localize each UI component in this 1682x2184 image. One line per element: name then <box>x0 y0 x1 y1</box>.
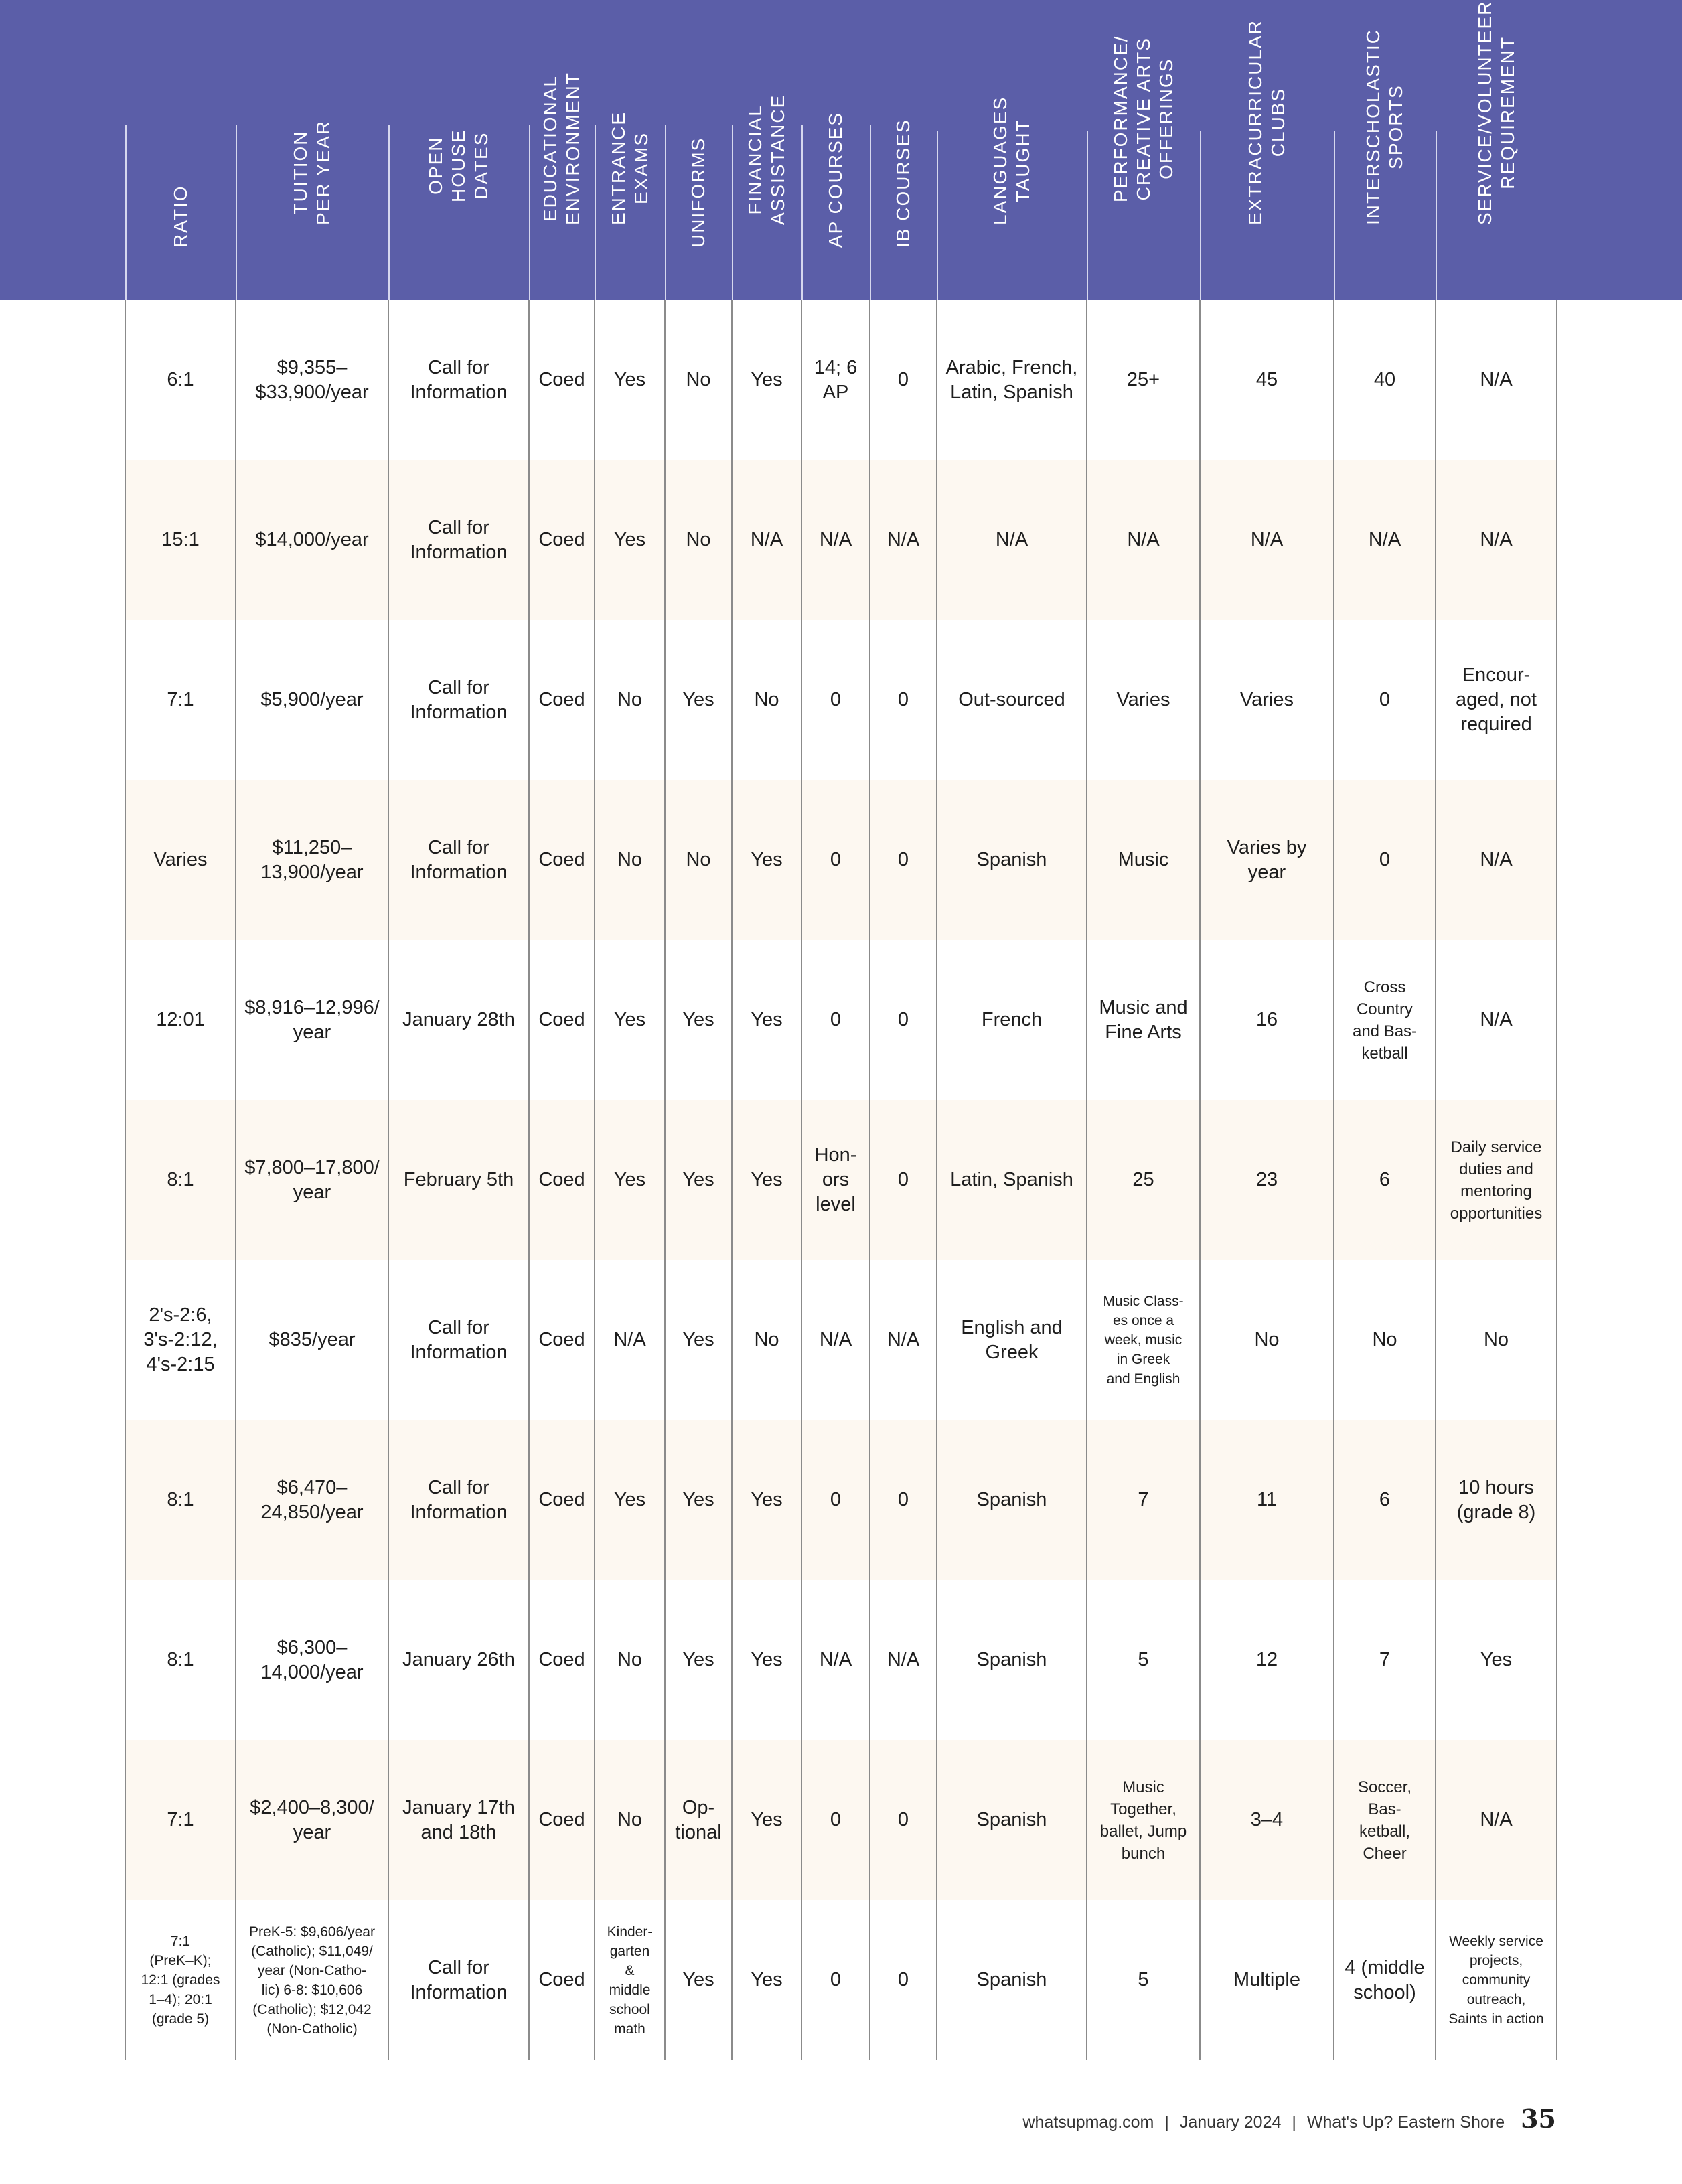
cell-uniforms: No <box>665 460 732 620</box>
cell-sports: 4 (middle school) <box>1334 1900 1436 2060</box>
cell-open_house: Call for Information <box>388 1420 529 1580</box>
cell-sports: Cross Country and Bas- ketball <box>1334 940 1436 1100</box>
footer-separator: | <box>1164 2113 1169 2132</box>
column-divider <box>529 125 530 300</box>
cell-open_house: Call for Information <box>388 300 529 460</box>
cell-service: N/A <box>1436 300 1557 460</box>
cell-open_house: January 26th <box>388 1580 529 1740</box>
header-label-line: EXAMS <box>630 131 652 205</box>
table-row <box>125 1580 1557 1740</box>
header-label-line: ENTRANCE <box>607 110 629 225</box>
cell-service: Daily service duties and mentoring opportunities <box>1436 1100 1557 1260</box>
column-divider <box>870 125 871 300</box>
header-label-line: RATIO <box>169 185 191 248</box>
footer-publication: What's Up? Eastern Shore <box>1306 2113 1505 2132</box>
cell-service: Weekly service projects, community outreach, Saints in action <box>1436 1900 1557 2060</box>
header-label-line: FINANCIAL <box>745 104 765 215</box>
cell-clubs: 23 <box>1200 1100 1334 1260</box>
cell-uniforms: Yes <box>665 1420 732 1580</box>
header-label-line: SERVICE/VOLUNTEER <box>1474 0 1495 225</box>
column-header-aid <box>732 0 801 300</box>
cell-clubs: 45 <box>1200 300 1334 460</box>
table-body <box>125 300 1557 2060</box>
cell-env: Coed <box>529 620 595 780</box>
cell-ratio: 2's-2:6, 3's-2:12, 4's-2:15 <box>125 1260 236 1420</box>
cell-arts: 7 <box>1087 1420 1200 1580</box>
cell-ap: 14; 6 AP <box>801 300 870 460</box>
cell-tuition: $9,355– $33,900/year <box>236 300 388 460</box>
column-header-sports <box>1334 0 1436 300</box>
cell-languages: Spanish <box>937 1900 1087 2060</box>
footer-site: whatsupmag.com <box>1022 2113 1154 2132</box>
cell-ib: 0 <box>870 1900 937 2060</box>
header-label-line: EDUCATIONAL <box>540 75 560 222</box>
cell-arts: Music Together, ballet, Jump bunch <box>1087 1740 1200 1900</box>
school-comparison-table <box>125 0 1557 2060</box>
cell-open_house: Call for Information <box>388 1900 529 2060</box>
cell-ib: 0 <box>870 1100 937 1260</box>
column-header-label <box>989 96 1035 225</box>
cell-ib: 0 <box>870 300 937 460</box>
header-label-line: PER YEAR <box>313 119 333 225</box>
cell-ratio: 7:1 <box>125 1740 236 1900</box>
cell-aid: Yes <box>732 940 801 1100</box>
column-header-label <box>289 120 335 225</box>
column-header-label <box>425 129 493 202</box>
cell-ap: 0 <box>801 1420 870 1580</box>
table-row <box>125 940 1557 1100</box>
column-divider <box>732 125 733 300</box>
cell-ap: N/A <box>801 460 870 620</box>
cell-ratio: 6:1 <box>125 300 236 460</box>
cell-ib: 0 <box>870 940 937 1100</box>
cell-aid: Yes <box>732 1740 801 1900</box>
column-header-label <box>1244 19 1290 225</box>
cell-ib: 0 <box>870 620 937 780</box>
cell-sports: 6 <box>1334 1420 1436 1580</box>
table-row <box>125 620 1557 780</box>
column-header-arts <box>1087 0 1200 300</box>
cell-exams: No <box>595 1740 665 1900</box>
cell-tuition: $6,470– 24,850/year <box>236 1420 388 1580</box>
cell-service: N/A <box>1436 1740 1557 1900</box>
cell-ratio: 8:1 <box>125 1100 236 1260</box>
cell-service: No <box>1436 1260 1557 1420</box>
column-header-label <box>607 111 653 225</box>
header-label-line: AP COURSES <box>825 111 846 248</box>
cell-env: Coed <box>529 1100 595 1260</box>
cell-open_house: Call for Information <box>388 620 529 780</box>
cell-uniforms: Op- tional <box>665 1740 732 1900</box>
footer-date: January 2024 <box>1179 2113 1282 2132</box>
cell-arts: 5 <box>1087 1900 1200 2060</box>
cell-sports: No <box>1334 1260 1436 1420</box>
cell-clubs: 12 <box>1200 1580 1334 1740</box>
cell-uniforms: Yes <box>665 1900 732 2060</box>
cell-uniforms: Yes <box>665 1580 732 1740</box>
cell-exams: Yes <box>595 460 665 620</box>
cell-tuition: $11,250– 13,900/year <box>236 780 388 940</box>
cell-env: Coed <box>529 460 595 620</box>
cell-clubs: Varies by year <box>1200 780 1334 940</box>
cell-ratio: 8:1 <box>125 1420 236 1580</box>
cell-ap: N/A <box>801 1260 870 1420</box>
cell-ib: 0 <box>870 1740 937 1900</box>
column-header-languages <box>937 0 1087 300</box>
cell-exams: Yes <box>595 1420 665 1580</box>
cell-ap: 0 <box>801 1900 870 2060</box>
header-label-line: CLUBS <box>1268 87 1288 157</box>
cell-env: Coed <box>529 780 595 940</box>
cell-ap: 0 <box>801 620 870 780</box>
cell-clubs: Multiple <box>1200 1900 1334 2060</box>
cell-tuition: $2,400–8,300/ year <box>236 1740 388 1900</box>
footer-separator: | <box>1292 2113 1296 2132</box>
cell-arts: 25 <box>1087 1100 1200 1260</box>
header-label-line: TUITION <box>290 130 311 215</box>
cell-languages: Arabic, French, Latin, Spanish <box>937 300 1087 460</box>
header-label-line: IB COURSES <box>893 119 913 248</box>
table-row <box>125 1100 1557 1260</box>
cell-languages: Spanish <box>937 1420 1087 1580</box>
cell-exams: Kinder- garten & middle school math <box>595 1900 665 2060</box>
cell-uniforms: No <box>665 780 732 940</box>
cell-sports: 0 <box>1334 620 1436 780</box>
cell-languages: Spanish <box>937 780 1087 940</box>
cell-exams: No <box>595 780 665 940</box>
cell-ap: 0 <box>801 1740 870 1900</box>
cell-ratio: 7:1 <box>125 620 236 780</box>
table-row <box>125 780 1557 940</box>
column-divider <box>1087 131 1088 300</box>
cell-clubs: Varies <box>1200 620 1334 780</box>
cell-arts: N/A <box>1087 460 1200 620</box>
cell-languages: Out-sourced <box>937 620 1087 780</box>
cell-languages: French <box>937 940 1087 1100</box>
cell-env: Coed <box>529 1420 595 1580</box>
table-row <box>125 1740 1557 1900</box>
cell-exams: N/A <box>595 1260 665 1420</box>
cell-ratio: 8:1 <box>125 1580 236 1740</box>
column-header-label <box>824 112 847 248</box>
column-header-tuition <box>236 0 388 300</box>
cell-arts: 5 <box>1087 1580 1200 1740</box>
column-divider <box>937 131 938 300</box>
cell-open_house: January 28th <box>388 940 529 1100</box>
cell-open_house: January 17th and 18th <box>388 1740 529 1900</box>
table-row <box>125 1260 1557 1420</box>
cell-sports: Soccer, Bas- ketball, Cheer <box>1334 1740 1436 1900</box>
column-divider <box>801 125 803 300</box>
column-header-service <box>1436 0 1557 300</box>
column-divider <box>388 125 390 300</box>
header-label-line: LANGUAGES <box>990 96 1010 225</box>
header-label-line: CREATIVE ARTS <box>1132 37 1154 201</box>
column-header-ib <box>870 0 937 300</box>
cell-tuition: $14,000/year <box>236 460 388 620</box>
cell-tuition: PreK-5: $9,606/year (Catholic); $11,049/ year (Non-Catho- lic) 6-8: $10,606 (Catholic); $12,042 (Non-Catholic) <box>236 1900 388 2060</box>
cell-aid: Yes <box>732 1100 801 1260</box>
column-header-exams <box>595 0 665 300</box>
cell-env: Coed <box>529 1740 595 1900</box>
cell-uniforms: No <box>665 300 732 460</box>
page-footer <box>1022 2104 1556 2136</box>
cell-languages: Spanish <box>937 1580 1087 1740</box>
cell-sports: 40 <box>1334 300 1436 460</box>
cell-ib: N/A <box>870 1580 937 1740</box>
header-label-line: REQUIREMENT <box>1497 35 1518 189</box>
cell-uniforms: Yes <box>665 620 732 780</box>
cell-env: Coed <box>529 940 595 1100</box>
cell-env: Coed <box>529 1260 595 1420</box>
column-divider <box>1334 131 1335 300</box>
table-row <box>125 300 1557 460</box>
cell-service: 10 hours (grade 8) <box>1436 1420 1557 1580</box>
column-divider <box>1436 131 1437 300</box>
cell-service: Yes <box>1436 1580 1557 1740</box>
header-label-line: SPORTS <box>1385 84 1406 169</box>
cell-exams: Yes <box>595 940 665 1100</box>
column-divider <box>665 125 666 300</box>
cell-exams: No <box>595 1580 665 1740</box>
cell-ap: 0 <box>801 780 870 940</box>
cell-open_house: Call for Information <box>388 780 529 940</box>
cell-ib: 0 <box>870 780 937 940</box>
column-header-label <box>687 137 710 248</box>
cell-open_house: Call for Information <box>388 460 529 620</box>
header-label-line: PERFORMANCE/ <box>1110 35 1131 202</box>
column-header-label <box>539 72 585 225</box>
column-header-ratio <box>125 0 236 300</box>
cell-exams: No <box>595 620 665 780</box>
cell-aid: Yes <box>732 1900 801 2060</box>
cell-sports: N/A <box>1334 460 1436 620</box>
cell-aid: No <box>732 620 801 780</box>
column-divider <box>1200 131 1201 300</box>
cell-exams: Yes <box>595 1100 665 1260</box>
column-header-label <box>1362 29 1407 225</box>
cell-env: Coed <box>529 1580 595 1740</box>
column-divider <box>125 125 127 300</box>
header-label-line: HOUSE <box>448 129 469 202</box>
header-row <box>125 0 1557 300</box>
header-label-line: TAUGHT <box>1012 119 1033 203</box>
column-header-label <box>892 119 915 248</box>
cell-languages: N/A <box>937 460 1087 620</box>
header-label-line: ASSISTANCE <box>767 94 788 225</box>
cell-ratio: 7:1 (PreK–K); 12:1 (grades 1–4); 20:1 (grade 5) <box>125 1900 236 2060</box>
cell-aid: Yes <box>732 1420 801 1580</box>
header-label-line: DATES <box>471 131 491 200</box>
header-label-line: OFFERINGS <box>1155 58 1176 179</box>
cell-ratio: Varies <box>125 780 236 940</box>
cell-aid: No <box>732 1260 801 1420</box>
cell-uniforms: Yes <box>665 940 732 1100</box>
cell-aid: Yes <box>732 780 801 940</box>
cell-arts: 25+ <box>1087 300 1200 460</box>
header-label-line: OPEN <box>425 136 446 195</box>
cell-clubs: No <box>1200 1260 1334 1420</box>
cell-uniforms: Yes <box>665 1260 732 1420</box>
header-label-line: EXTRACURRICULAR <box>1245 19 1266 225</box>
cell-languages: English and Greek <box>937 1260 1087 1420</box>
cell-tuition: $8,916–12,996/ year <box>236 940 388 1100</box>
column-header-open_house <box>388 0 529 300</box>
cell-ib: N/A <box>870 1260 937 1420</box>
cell-ap: N/A <box>801 1580 870 1740</box>
cell-open_house: February 5th <box>388 1100 529 1260</box>
cell-clubs: N/A <box>1200 460 1334 620</box>
column-header-clubs <box>1200 0 1334 300</box>
cell-arts: Music Class- es once a week, music in Greek and English <box>1087 1260 1200 1420</box>
column-header-label <box>169 185 192 248</box>
cell-arts: Music and Fine Arts <box>1087 940 1200 1100</box>
column-header-uniforms <box>665 0 732 300</box>
cell-aid: Yes <box>732 300 801 460</box>
cell-clubs: 16 <box>1200 940 1334 1100</box>
cell-tuition: $6,300– 14,000/year <box>236 1580 388 1740</box>
column-header-label <box>744 94 789 225</box>
cell-ratio: 12:01 <box>125 940 236 1100</box>
cell-env: Coed <box>529 300 595 460</box>
cell-sports: 7 <box>1334 1580 1436 1740</box>
cell-tuition: $835/year <box>236 1260 388 1420</box>
cell-service: Encour- aged, not required <box>1436 620 1557 780</box>
column-header-ap <box>801 0 870 300</box>
header-label-line: ENVIRONMENT <box>562 72 583 225</box>
cell-arts: Varies <box>1087 620 1200 780</box>
cell-uniforms: Yes <box>665 1100 732 1260</box>
cell-arts: Music <box>1087 780 1200 940</box>
table-row <box>125 1900 1557 2060</box>
cell-ap: Hon- ors level <box>801 1100 870 1260</box>
cell-ratio: 15:1 <box>125 460 236 620</box>
page-number: 35 <box>1521 2104 1556 2134</box>
column-divider <box>595 125 596 300</box>
cell-service: N/A <box>1436 460 1557 620</box>
cell-clubs: 3–4 <box>1200 1740 1334 1900</box>
column-header-env <box>529 0 595 300</box>
table-row <box>125 460 1557 620</box>
header-label-line: INTERSCHOLASTIC <box>1363 29 1383 225</box>
cell-exams: Yes <box>595 300 665 460</box>
cell-tuition: $7,800–17,800/ year <box>236 1100 388 1260</box>
cell-tuition: $5,900/year <box>236 620 388 780</box>
cell-aid: Yes <box>732 1580 801 1740</box>
cell-languages: Latin, Spanish <box>937 1100 1087 1260</box>
cell-aid: N/A <box>732 460 801 620</box>
cell-ib: 0 <box>870 1420 937 1580</box>
cell-sports: 0 <box>1334 780 1436 940</box>
cell-ap: 0 <box>801 940 870 1100</box>
column-header-label <box>1474 1 1519 225</box>
header-label-line: UNIFORMS <box>688 137 708 248</box>
cell-service: N/A <box>1436 940 1557 1100</box>
cell-service: N/A <box>1436 780 1557 940</box>
cell-sports: 6 <box>1334 1100 1436 1260</box>
cell-open_house: Call for Information <box>388 1260 529 1420</box>
cell-env: Coed <box>529 1900 595 2060</box>
column-divider <box>236 125 237 300</box>
table-row <box>125 1420 1557 1580</box>
cell-clubs: 11 <box>1200 1420 1334 1580</box>
cell-languages: Spanish <box>937 1740 1087 1900</box>
cell-ib: N/A <box>870 460 937 620</box>
column-header-label <box>1110 35 1178 202</box>
